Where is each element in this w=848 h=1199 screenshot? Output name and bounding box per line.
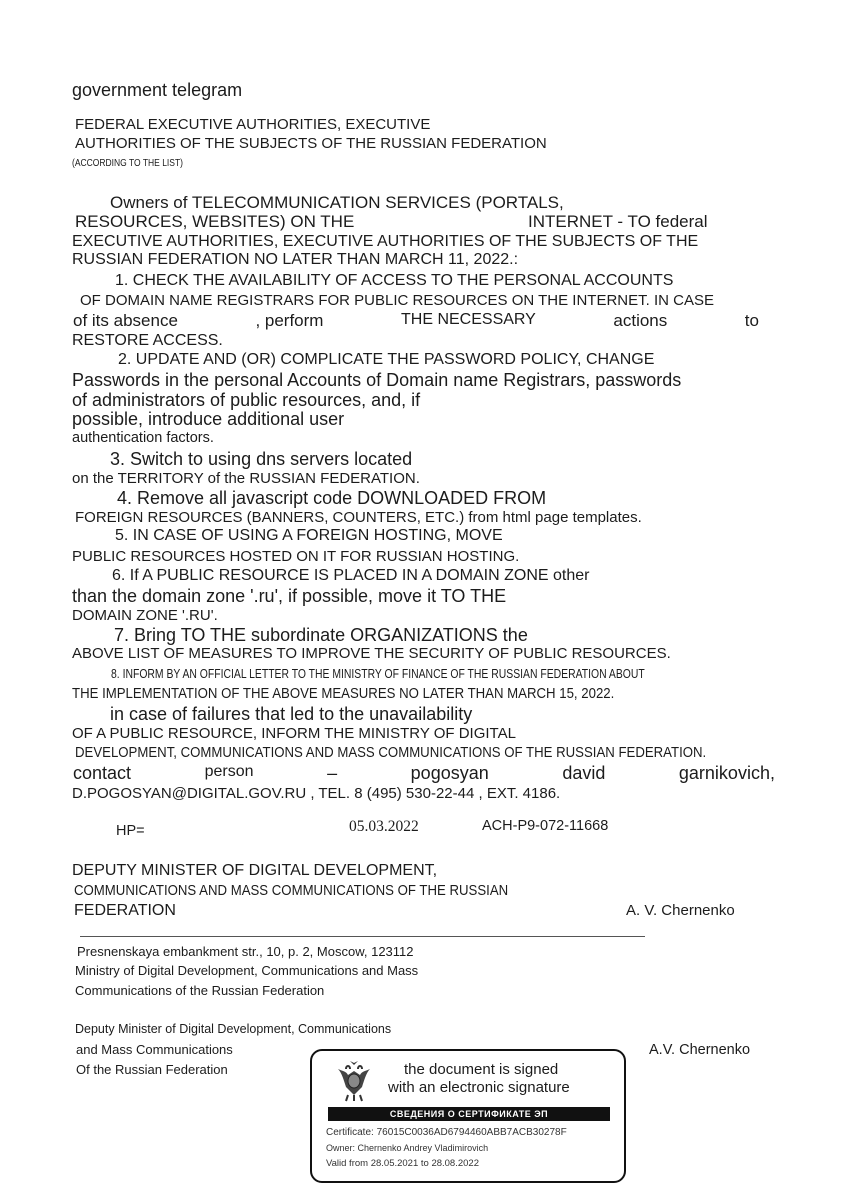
divider-line (80, 936, 645, 937)
measure-1: 1. CHECK THE AVAILABILITY OF ACCESS TO THE PERSONAL ACCOUNTS (115, 272, 674, 289)
certificate-info-bar: СВЕДЕНИЯ О СЕРТИФИКАТЕ ЭП (328, 1107, 610, 1121)
body-word: to (744, 311, 759, 330)
measure-3: 3. Switch to using dns servers located (110, 449, 413, 469)
body-word: david (562, 763, 606, 783)
body-line: Owners of TELECOMMUNICATION SERVICES (PORTALS, (110, 193, 564, 212)
body-line: DOMAIN ZONE '.RU'. (72, 607, 218, 624)
deputy-line: Deputy Minister of Digital Development, Communications (75, 1022, 392, 1036)
address-line: Communications of the Russian Federation (75, 983, 325, 998)
stamp-line: with an electronic signature (388, 1079, 570, 1096)
body-line: DEVELOPMENT, COMMUNICATIONS AND MASS COMMUNICATIONS OF THE RUSSIAN FEDERATION. (75, 744, 707, 761)
body-word: actions (613, 311, 668, 330)
body-line: of administrators of public resources, and, if (72, 390, 421, 410)
stamp-line: the document is signed (404, 1061, 559, 1078)
certificate-validity: Valid from 28.05.2021 to 28.08.2022 (326, 1158, 479, 1169)
body-word: THE NECESSARY (401, 311, 536, 328)
measure-6: 6. If A PUBLIC RESOURCE IS PLACED IN A DOMAIN ZONE other (112, 567, 590, 584)
measure-4: 4. Remove all javascript code DOWNLOADED FROM (117, 488, 547, 508)
hp-label: HP= (116, 823, 145, 839)
body-line: Passwords in the personal Accounts of Domain name Registrars, passwords (72, 370, 682, 390)
body-word: , perform (255, 311, 324, 330)
address-line: Presnenskaya embankment str., 10, p. 2, Moscow, 123112 (77, 944, 414, 959)
body-word: person (204, 763, 254, 780)
body-line: OF A PUBLIC RESOURCE, INFORM THE MINISTRY OF DIGITAL (72, 725, 516, 742)
signatory-title: FEDERATION (74, 902, 176, 919)
reference-number: ACH-P9-072-11668 (482, 818, 609, 834)
body-word: of its absence (73, 311, 178, 330)
body-line: INTERNET - TO federal (528, 212, 708, 231)
measure-7: 7. Bring TO THE subordinate ORGANIZATIONS the (114, 625, 528, 645)
contact-email-phone: D.POGOSYAN@DIGITAL.GOV.RU , TEL. 8 (495) 530-22-44 , EXT. 4186. (72, 785, 561, 802)
body-line: possible, introduce additional user (72, 409, 345, 429)
body-word: pogosyan (410, 763, 489, 783)
recipients-note: (ACCORDING TO THE LIST) (72, 158, 183, 169)
body-line: PUBLIC RESOURCES HOSTED ON IT FOR RUSSIAN HOSTING. (72, 548, 520, 565)
body-word: contact (73, 763, 132, 783)
body-line: OF DOMAIN NAME REGISTRARS FOR PUBLIC RESOURCES ON THE INTERNET. IN CASE (80, 292, 714, 309)
signatory-title: COMMUNICATIONS AND MASS COMMUNICATIONS OF THE RUSSIAN (74, 882, 509, 899)
certificate-owner: Owner: Chernenko Andrey Vladimirovich (326, 1143, 489, 1153)
contact-line (73, 763, 775, 784)
body-line: EXECUTIVE AUTHORITIES, EXECUTIVE AUTHORITIES OF THE SUBJECTS OF THE (72, 233, 699, 250)
body-line: on the TERRITORY of the RUSSIAN FEDERATION. (72, 470, 420, 487)
certificate-number: Certificate: 76015C0036AD6794460ABB7ACB30278F (326, 1127, 567, 1138)
coat-of-arms-icon (332, 1059, 376, 1103)
body-justified-line (73, 311, 759, 331)
document-title: government telegram (72, 80, 243, 100)
body-line: in case of failures that led to the unavailability (110, 704, 473, 724)
measure-8: 8. INFORM BY AN OFFICIAL LETTER TO THE MINISTRY OF FINANCE OF THE RUSSIAN FEDERATION ABOUT (111, 666, 645, 681)
body-line: FOREIGN RESOURCES (BANNERS, COUNTERS, ETC.) from html page templates. (75, 509, 642, 526)
body-line: RESTORE ACCESS. (72, 332, 223, 349)
body-word: garnikovich, (678, 763, 775, 783)
recipients-line: AUTHORITIES OF THE SUBJECTS OF THE RUSSIAN FEDERATION (75, 135, 547, 152)
signatory-title: DEPUTY MINISTER OF DIGITAL DEVELOPMENT, (72, 862, 438, 879)
deputy-line: Of the Russian Federation (76, 1062, 228, 1077)
electronic-signature-stamp (310, 1049, 626, 1183)
document-date: 05.03.2022 (349, 818, 419, 835)
body-line: RUSSIAN FEDERATION NO LATER THAN MARCH 11, 2022.: (72, 251, 519, 268)
deputy-name: A.V. Chernenko (649, 1042, 751, 1058)
recipients-line: FEDERAL EXECUTIVE AUTHORITIES, EXECUTIVE (75, 116, 431, 133)
deputy-line: and Mass Communications (76, 1042, 233, 1057)
measure-2: 2. UPDATE AND (OR) COMPLICATE THE PASSWORD POLICY, CHANGE (118, 351, 655, 368)
address-line: Ministry of Digital Development, Communications and Mass (75, 963, 419, 978)
signatory-name: A. V. Chernenko (626, 902, 735, 919)
body-line: authentication factors. (72, 430, 214, 446)
body-word: – (327, 763, 338, 783)
body-line: THE IMPLEMENTATION OF THE ABOVE MEASURES NO LATER THAN MARCH 15, 2022. (72, 685, 615, 702)
body-line: RESOURCES, WEBSITES) ON THE (75, 212, 355, 231)
body-line: than the domain zone '.ru', if possible, move it TO THE (72, 586, 507, 606)
body-line: ABOVE LIST OF MEASURES TO IMPROVE THE SECURITY OF PUBLIC RESOURCES. (72, 645, 671, 662)
measure-5: 5. IN CASE OF USING A FOREIGN HOSTING, MOVE (115, 527, 503, 544)
